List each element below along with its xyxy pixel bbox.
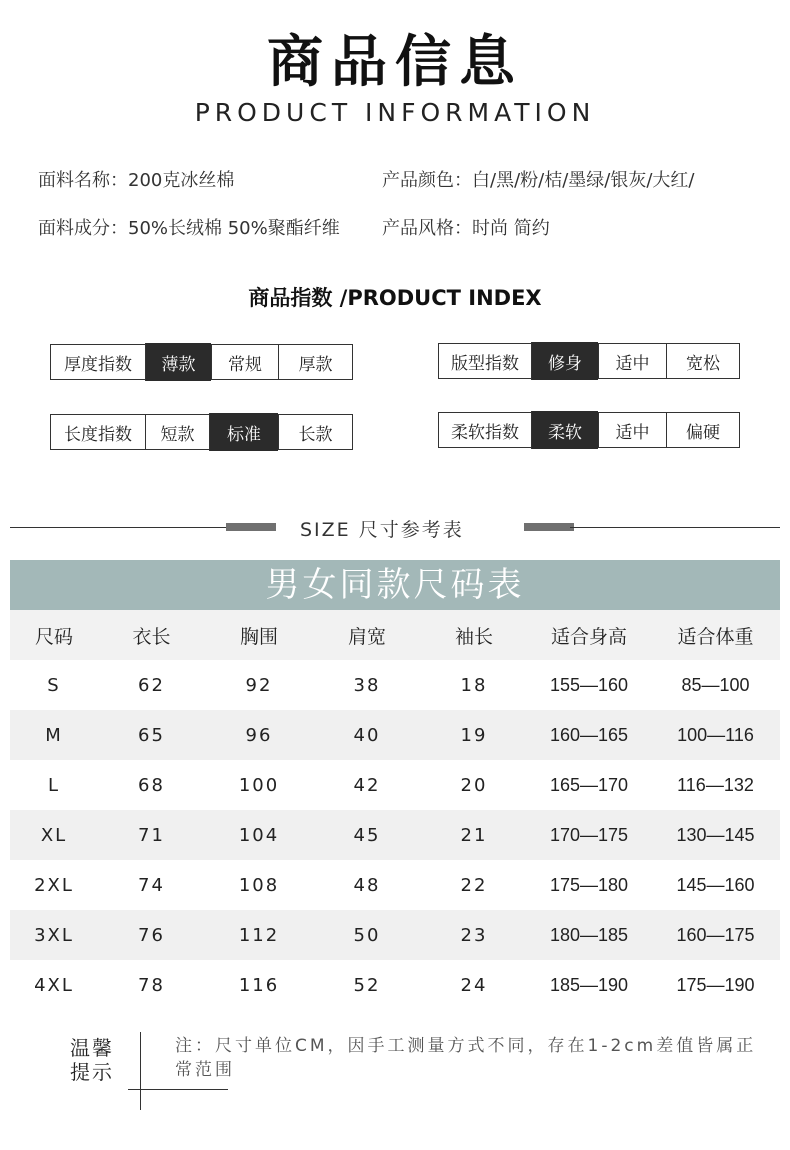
index-option: 宽松: [666, 344, 739, 378]
index-option: 长款: [278, 415, 352, 449]
divider-left-bar: [226, 523, 276, 531]
table-cell: 38: [353, 674, 381, 696]
index-thickness: [50, 344, 353, 380]
table-cell: 155—160: [549, 674, 629, 695]
table-cell: 145—160: [676, 874, 755, 895]
table-row: [10, 760, 780, 810]
table-header-row: [10, 610, 780, 660]
index-length: [50, 414, 353, 450]
column-header: 衣长: [98, 610, 205, 660]
index-title: 商品指数 /PRODUCT INDEX: [248, 286, 542, 310]
table-cell: 160—175: [651, 910, 780, 960]
table-cell: 74: [138, 874, 165, 896]
index-option: 修身: [531, 342, 598, 380]
table-cell: 185—190: [549, 974, 629, 995]
table-cell: 112: [205, 910, 313, 960]
table-cell: 175—180: [549, 874, 629, 895]
tips-title: [70, 1036, 114, 1084]
table-cell: XL: [10, 810, 98, 860]
table-cell: 68: [138, 774, 165, 796]
table-cell: 160—165: [527, 710, 651, 760]
table-cell: 71: [98, 810, 205, 860]
table-cell: 65: [98, 710, 205, 760]
table-cell: 45: [313, 810, 421, 860]
fabric-composition: 面料成分：50%长绒棉 50%聚酯纤维: [38, 218, 340, 239]
page-title: 商品信息: [267, 30, 523, 95]
table-cell: 24: [460, 974, 488, 996]
size-table: [10, 610, 780, 1010]
table-cell: 18: [460, 674, 488, 696]
table-cell: 22: [460, 874, 488, 896]
table-cell: 19: [421, 710, 527, 760]
tips-title-line: 提示: [70, 1060, 114, 1084]
index-option: 厚款: [278, 345, 352, 379]
tips-title-line: 温馨: [70, 1036, 114, 1060]
table-cell: 100: [238, 774, 280, 796]
index-label: 长度指数: [64, 424, 132, 445]
table-cell: 48: [353, 874, 381, 896]
table-cell: 52: [353, 974, 381, 996]
table-cell: 180—185: [527, 910, 651, 960]
product-style: 产品风格：时尚 简约: [382, 218, 550, 239]
table-row: [10, 660, 780, 710]
index-option: 薄款: [145, 343, 211, 381]
table-cell: 2XL: [34, 874, 74, 896]
table-cell: 130—145: [651, 810, 780, 860]
table-cell: 100—116: [651, 710, 780, 760]
table-cell: 85—100: [681, 674, 750, 695]
table-cell: 20: [460, 774, 488, 796]
divider-left-line: [10, 527, 232, 528]
table-cell: 76: [98, 910, 205, 960]
table-cell: 104: [205, 810, 313, 860]
size-section-label: SIZE 尺寸参考表: [300, 519, 464, 541]
table-row: [10, 910, 780, 960]
column-header: 胸围: [205, 610, 313, 660]
table-cell: 62: [138, 674, 165, 696]
page-subtitle: PRODUCT INFORMATION: [194, 98, 596, 127]
product-colors: 产品颜色：白/黑/粉/桔/墨绿/银灰/大红/: [382, 170, 695, 191]
table-cell: 3XL: [10, 910, 98, 960]
table-row: [10, 960, 780, 1010]
index-option: 柔软: [531, 411, 598, 449]
index-label: 版型指数: [451, 353, 519, 374]
column-header: 肩宽: [313, 610, 421, 660]
index-option: 适中: [598, 344, 666, 378]
tips-text: 注：尺寸单位CM，因手工测量方式不同，存在1-2cm差值皆属正常范围: [175, 1036, 757, 1080]
divider-right-line: [570, 527, 780, 528]
table-cell: S: [47, 674, 61, 696]
fabric-name: 面料名称：200克冰丝棉: [38, 170, 235, 191]
table-cell: L: [47, 774, 61, 796]
divider-right-bar: [524, 523, 574, 531]
column-header: 适合体重: [651, 610, 780, 660]
table-row: [10, 860, 780, 910]
table-cell: 96: [205, 710, 313, 760]
column-header: 尺码: [10, 610, 98, 660]
table-cell: 78: [138, 974, 165, 996]
table-row: [10, 810, 780, 860]
table-cell: 21: [421, 810, 527, 860]
column-header: 袖长: [421, 610, 527, 660]
table-cell: 92: [245, 674, 273, 696]
index-label: 柔软指数: [451, 422, 519, 443]
index-option: 常规: [211, 345, 278, 379]
table-cell: 40: [313, 710, 421, 760]
table-cell: 175—190: [676, 974, 755, 995]
index-softness: [438, 412, 740, 448]
table-cell: 108: [238, 874, 280, 896]
index-option: 偏硬: [666, 413, 739, 447]
index-option: 适中: [598, 413, 666, 447]
table-cell: 165—170: [549, 774, 629, 795]
table-cell: M: [10, 710, 98, 760]
table-row: [10, 710, 780, 760]
index-label: 厚度指数: [64, 354, 132, 375]
index-fit: [438, 343, 740, 379]
table-cell: 50: [313, 910, 421, 960]
tips-vertical-line: [140, 1032, 141, 1110]
table-cell: 116: [238, 974, 280, 996]
column-header: 适合身高: [527, 610, 651, 660]
table-cell: 4XL: [34, 974, 74, 996]
table-cell: 170—175: [527, 810, 651, 860]
index-option: 短款: [145, 415, 209, 449]
tips-horizontal-line: [128, 1089, 228, 1090]
table-cell: 42: [353, 774, 381, 796]
index-option: 标准: [209, 413, 278, 451]
size-table-title: 男女同款尺码表: [10, 560, 780, 610]
table-cell: 116—132: [677, 774, 754, 795]
table-cell: 23: [421, 910, 527, 960]
